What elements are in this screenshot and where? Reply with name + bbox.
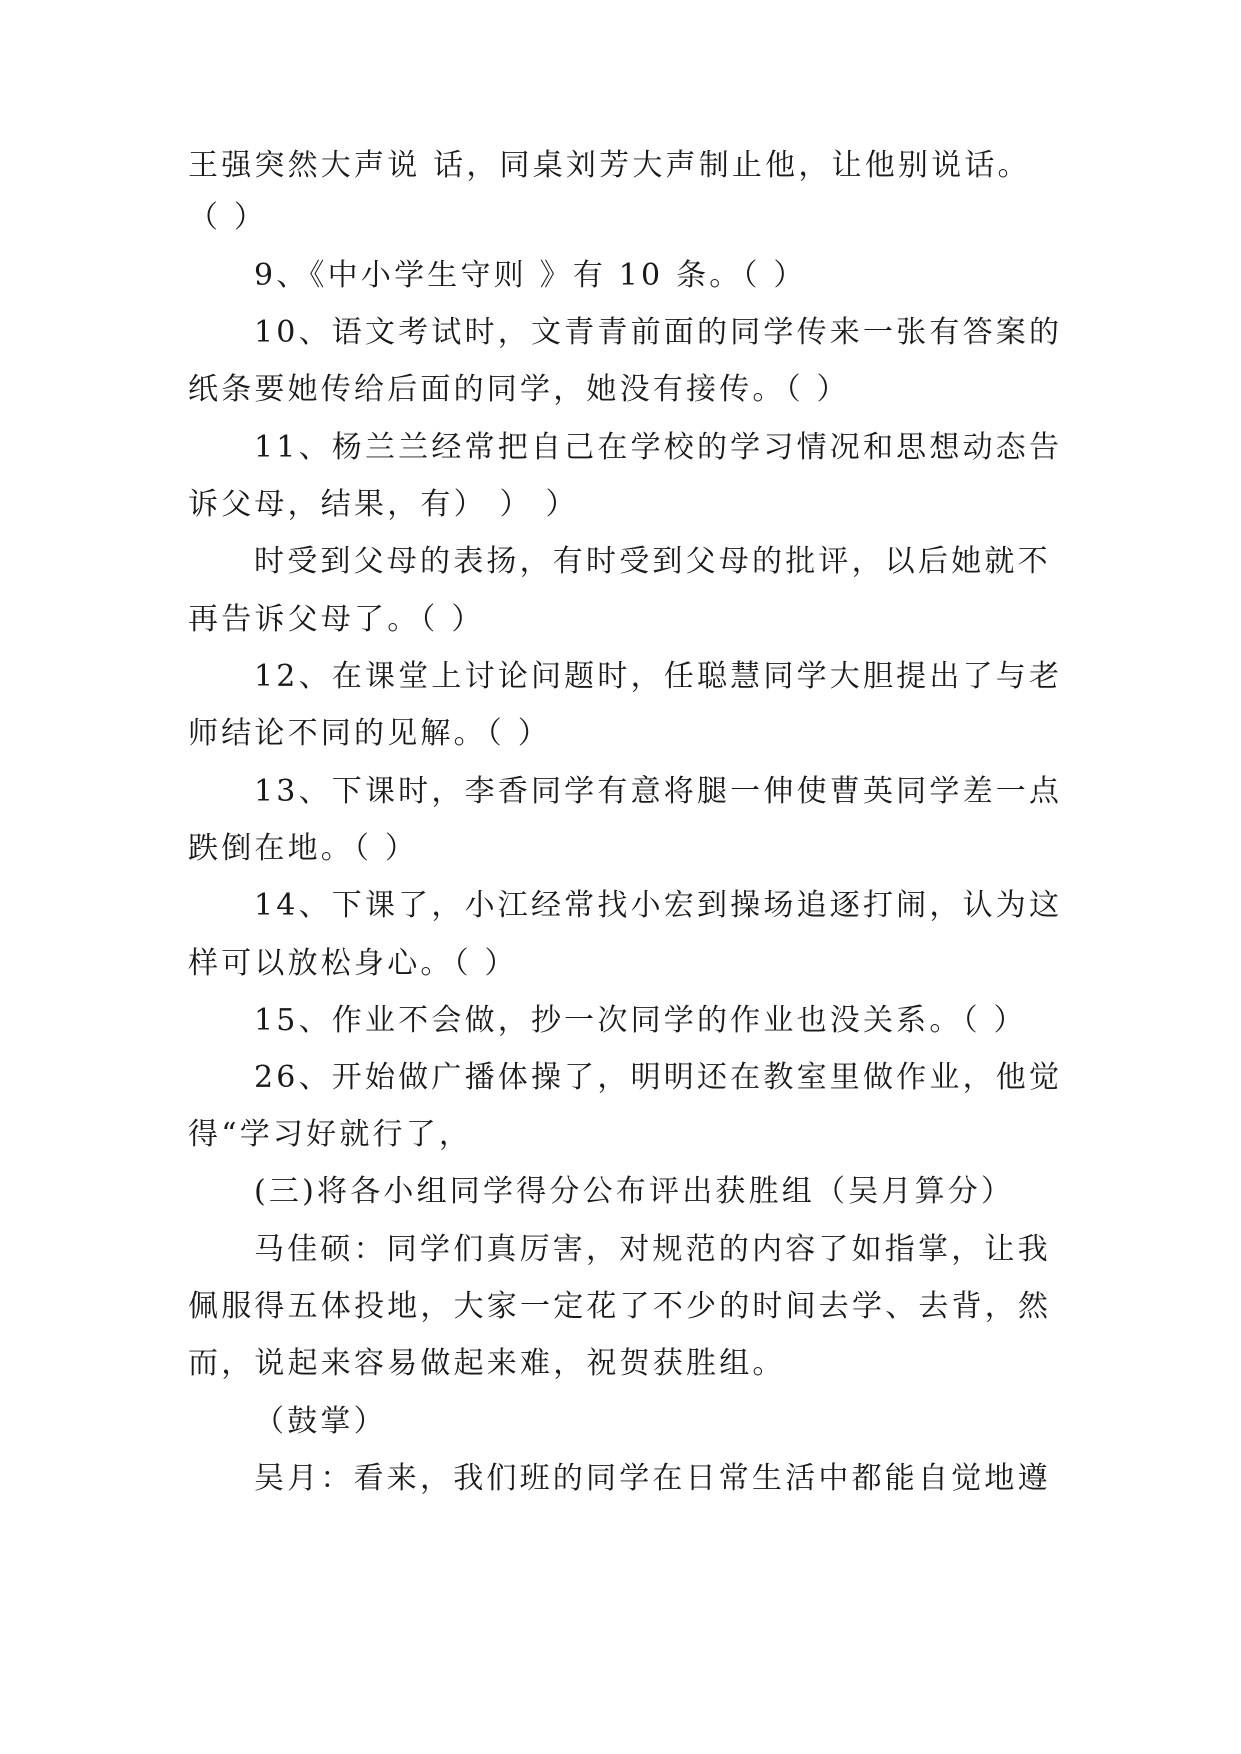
text-line: 10、语文考试时，文青青前面的同学传来一张有答案的 <box>254 315 1063 350</box>
text-line: 26、开始做广播体操了，明明还在教室里做作业，他觉 <box>254 1060 1063 1095</box>
text-line: (三)将各小组同学得分公布评出获胜组（吴月算分） <box>254 1174 1015 1209</box>
text-line: （鼓掌） <box>254 1404 387 1439</box>
text-line: 样可以放松身心。（ ） <box>188 946 518 981</box>
text-line: 诉父母，结果，有） ） ） <box>188 487 579 522</box>
text-line: 9、《中小学生守则 》有 10 条。（ ） <box>254 258 807 293</box>
text-line: 再告诉父母了。（ ） <box>188 602 485 637</box>
text-line: 时受到父母的表扬，有时受到父母的批评，以后她就不 <box>254 544 1051 579</box>
text-line: 13、下课时，李香同学有意将腿一伸使曹英同学差一点 <box>254 774 1063 809</box>
text-line: （ ） <box>188 200 268 235</box>
text-line: 王强突然大声说 话，同桌刘芳大声制止他，让他别说话。 <box>188 148 1031 183</box>
text-line: 14、下课了，小江经常找小宏到操场追逐打闹，认为这 <box>254 888 1063 923</box>
text-line: 纸条要她传给后面的同学，她没有接传。（ ） <box>188 372 850 407</box>
text-line: 而，说起来容易做起来难，祝贺获胜组。 <box>188 1346 786 1381</box>
text-line: 马佳硕：同学们真厉害，对规范的内容了如指掌，让我 <box>254 1232 1051 1267</box>
text-line: 12、在课堂上讨论问题时，任聪慧同学大胆提出了与老 <box>254 659 1063 694</box>
text-line: 得“学习好就行了， <box>188 1117 473 1152</box>
text-line: 15、作业不会做，抄一次同学的作业也没关系。（ ） <box>254 1003 1027 1038</box>
text-line: 11、杨兰兰经常把自己在学校的学习情况和思想动态告 <box>254 430 1063 465</box>
text-line: 跌倒在地。（ ） <box>188 831 419 866</box>
text-line: 师结论不同的见解。（ ） <box>188 716 551 751</box>
text-line: 吴月：看来，我们班的同学在日常生活中都能自觉地遵 <box>254 1461 1051 1496</box>
text-line: 佩服得五体投地，大家一定花了不少的时间去学、去背，然 <box>188 1289 1052 1324</box>
